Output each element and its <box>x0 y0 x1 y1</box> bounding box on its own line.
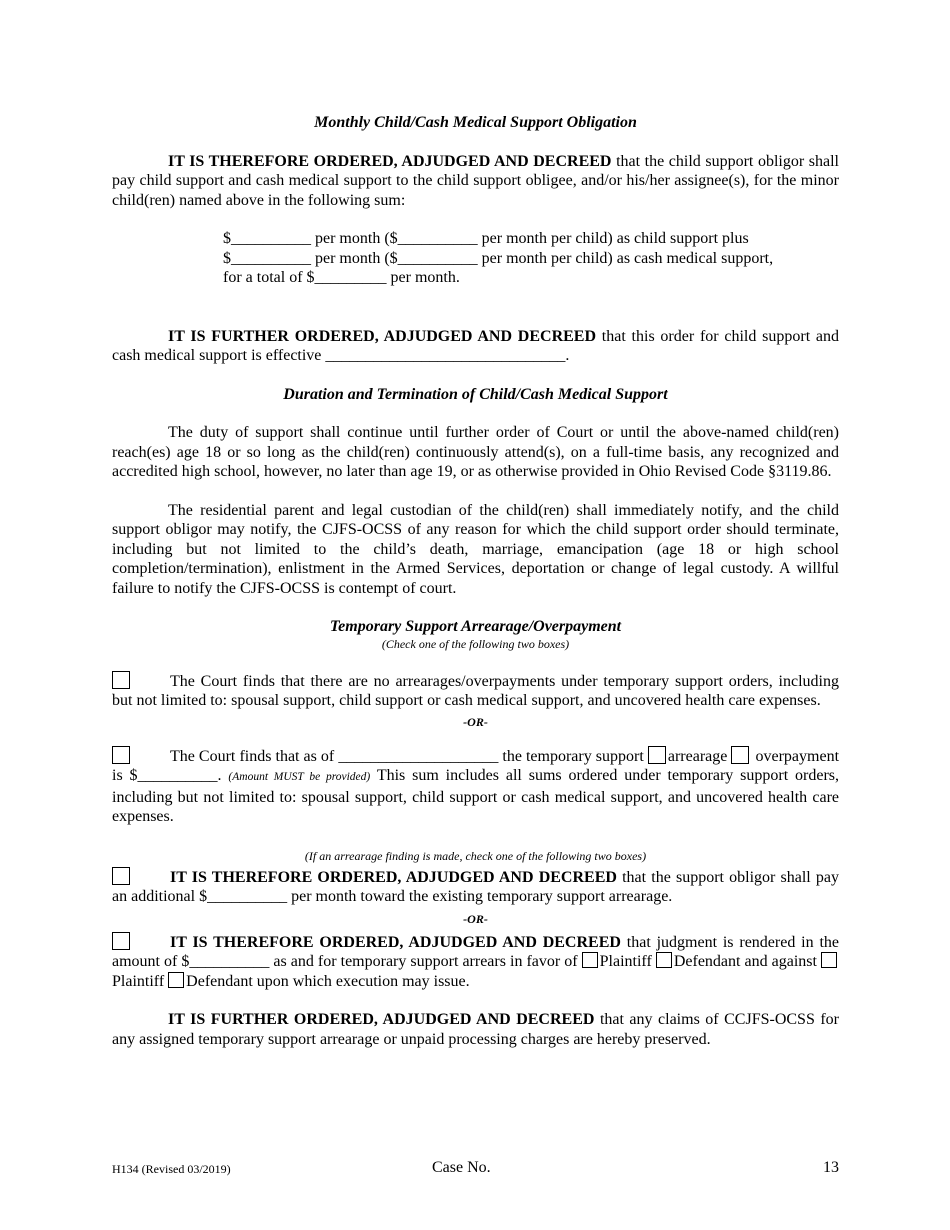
heading-temporary-arrearage: Temporary Support Arrearage/Overpayment <box>329 618 622 635</box>
in-favor-plaintiff-checkbox[interactable] <box>582 952 598 968</box>
option-arrearage-finding <box>112 746 839 827</box>
sum-line-child-support: $__________ per month ($__________ per month per child) as child support plus <box>223 230 749 247</box>
no-arrearage-checkbox[interactable] <box>112 671 130 689</box>
against-plaintiff-checkbox[interactable] <box>821 952 837 968</box>
arrearage-type-checkbox[interactable] <box>648 746 666 764</box>
no-arrearage-text: The Court finds that there are no arrearages/overpayments under temporary support orders, including but not limited to: spousal support, child support or cash medical support, and uncovered health care expenses. <box>112 672 839 709</box>
page-number: 13 <box>823 1159 839 1176</box>
claims-preserved-paragraph <box>112 1010 839 1049</box>
effective-paragraph <box>112 327 839 366</box>
option-additional-payment <box>112 867 839 907</box>
arrearage-finding-text-c: This sum includes all sums ordered under temporary support orders, including but not limited to: spousal support, child support or cash medical support, and uncovered health care expenses. <box>112 767 840 825</box>
effective-lead: IT IS FURTHER ORDERED, ADJUDGED AND DECREED <box>168 327 597 345</box>
order-lead: IT IS THEREFORE ORDERED, ADJUDGED AND DECREED <box>168 152 612 170</box>
arrearage-finding-text-a: The Court finds that as of ____________________ the temporary support <box>170 747 648 765</box>
notify-paragraph: The residential parent and legal custodian of the child(ren) shall immediately notify, and the child support obligor may notify, the CJFS-OCSS of any reason for which the child support order should terminate, including but not limited to the child’s death, marriage, emancipation (age 18 or high school completion/termination), enlistment in the Armed Services, deportation or change of legal custody. A willful failure to notify the CJFS-OCSS is contempt of court. <box>112 501 839 597</box>
judgment-checkbox[interactable] <box>112 932 130 950</box>
arrearage-label: arrearage <box>667 747 732 765</box>
sum-line-total: for a total of $_________ per month. <box>223 269 460 286</box>
in-favor-defendant-checkbox[interactable] <box>656 952 672 968</box>
defendant-and-against-label: Defendant and against <box>673 953 822 970</box>
case-number-label: Case No. <box>432 1159 491 1176</box>
additional-payment-checkbox[interactable] <box>112 867 130 885</box>
amount-must-be-provided-note: (Amount MUST be provided) <box>228 771 371 783</box>
heading-duration: Duration and Termination of Child/Cash Medical Support <box>283 385 668 403</box>
check-one-note: (Check one of the following two boxes) <box>381 636 570 651</box>
page-footer <box>112 1158 839 1180</box>
overpayment-type-checkbox[interactable] <box>731 746 749 764</box>
additional-payment-lead: IT IS THEREFORE ORDERED, ADJUDGED AND DECREED <box>170 868 617 886</box>
against-plaintiff-label: Plaintiff <box>112 972 165 990</box>
claims-preserved-lead: IT IS FURTHER ORDERED, ADJUDGED AND DECREED <box>168 1011 595 1028</box>
arrearage-check-note: (If an arrearage finding is made, check one of the following two boxes) <box>304 848 647 863</box>
support-sums <box>223 229 839 288</box>
arrearage-finding-checkbox[interactable] <box>112 746 130 764</box>
duration-paragraph: The duty of support shall continue until further order of Court or until the above-named child(ren) reach(es) age 18 or so long as the child(ren) continuously attend(s), on a full-time basis, any recognized and accredited high school, however, no later than age 19, or as otherwise provided in Ohio Revised Code §3119.86. <box>112 424 839 480</box>
against-defendant-checkbox[interactable] <box>168 972 184 988</box>
form-id: H134 (Revised 03/2019) <box>112 1162 231 1176</box>
judgment-lead: IT IS THEREFORE ORDERED, ADJUDGED AND DECREED <box>170 933 621 951</box>
effective-text: that this order for child support and cash medical support is effective ______________________________. <box>112 327 839 364</box>
document-page <box>112 113 839 1049</box>
arrearage-finding-text-b: overpayment is $__________. <box>112 747 840 784</box>
order-paragraph <box>112 152 839 211</box>
in-favor-plaintiff-label: Plaintiff <box>599 953 652 970</box>
or-divider: -OR- <box>463 714 488 729</box>
or-divider-2: -OR- <box>463 911 488 926</box>
heading-monthly-support: Monthly Child/Cash Medical Support Obligation <box>314 114 637 131</box>
additional-payment-text: that the support obligor shall pay an additional $__________ per month toward the existing temporary support arrearage. <box>112 868 840 905</box>
claims-preserved-text: that any claims of CCJFS-OCSS for any assigned temporary support arrearage or unpaid processing charges are hereby preserved. <box>112 1011 839 1048</box>
order-text: that the child support obligor shall pay child support and cash medical support to the child support obligee, and/or his/her assignee(s), for the minor child(ren) named above in the following sum: <box>112 152 840 209</box>
judgment-text: that judgment is rendered in the amount of $__________ as and for temporary support arrears in favor of <box>112 933 839 970</box>
option-judgment <box>112 932 839 992</box>
option-no-arrearage <box>112 671 839 711</box>
sum-line-cash-medical: $__________ per month ($__________ per month per child) as cash medical support, <box>223 249 774 267</box>
against-defendant-label: Defendant upon which execution may issue. <box>186 972 470 990</box>
